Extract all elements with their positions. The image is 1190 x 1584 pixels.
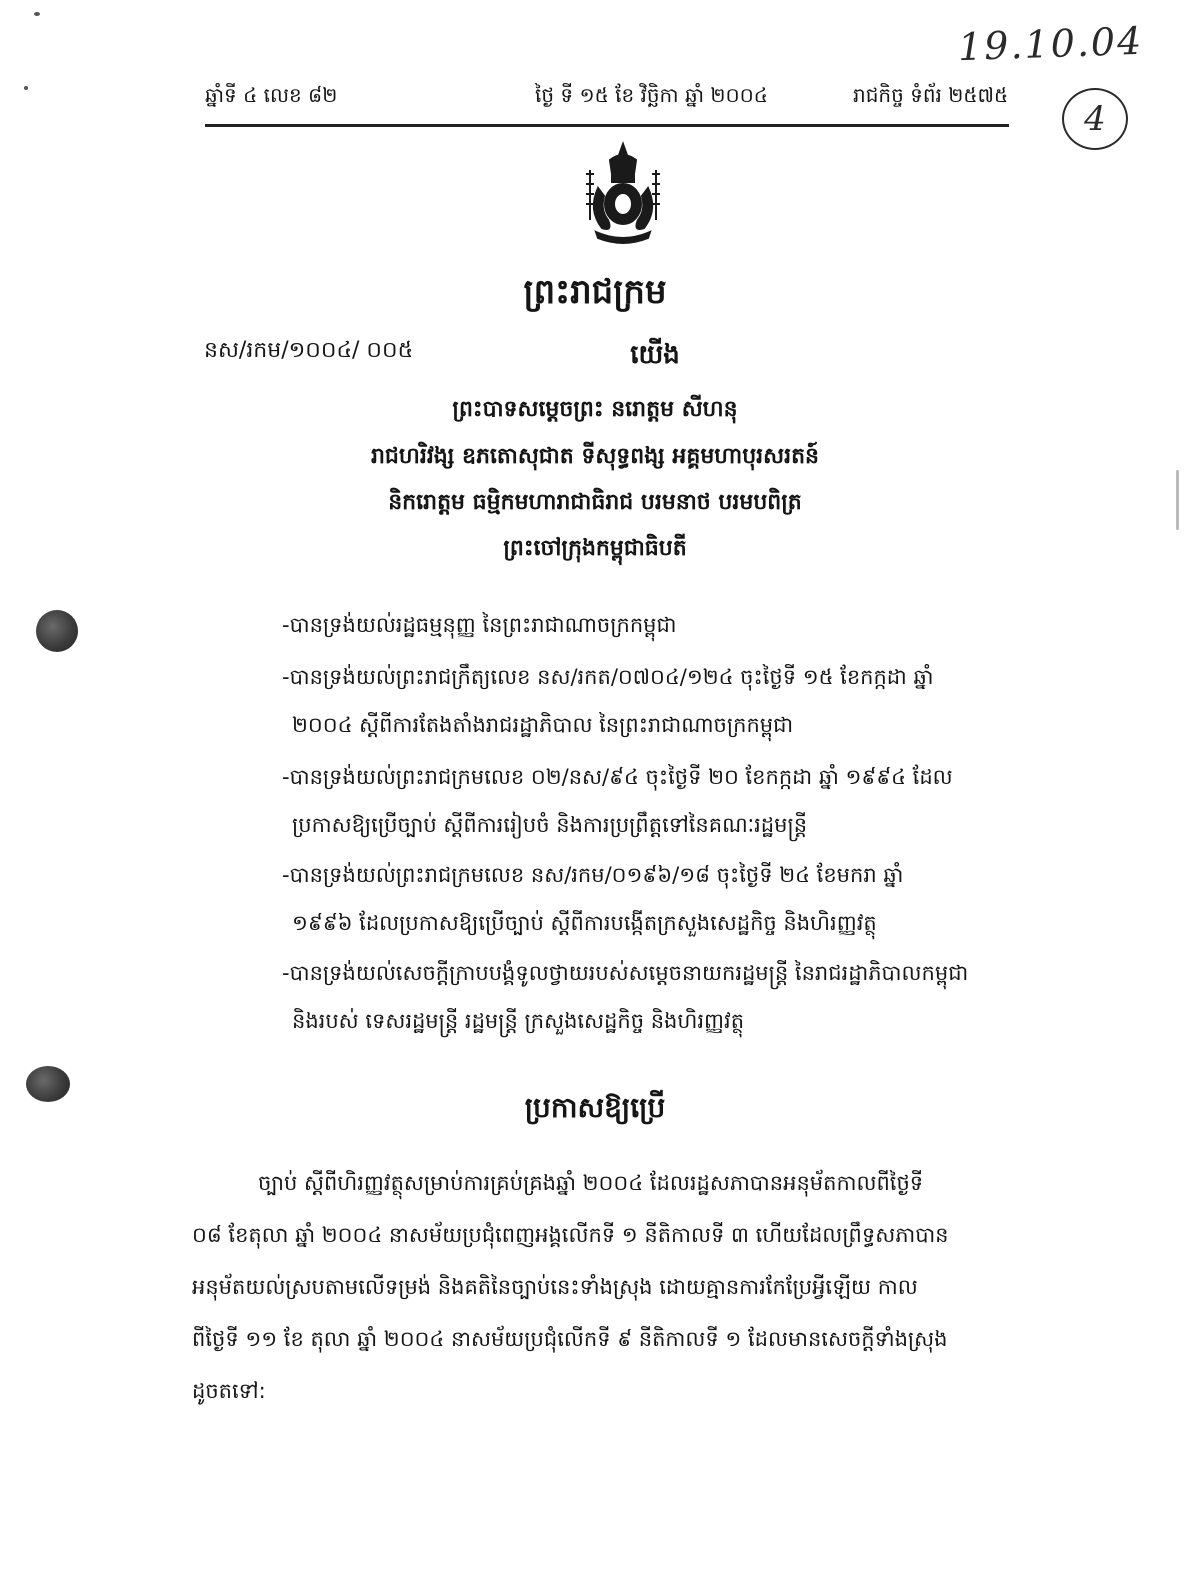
legal-reference-line: ២០០៤ ស្តីពីការតែងតាំងរាជរដ្ឋាភិបាល នៃព្រះរាជាណាចក្រកម្ពុជា bbox=[292, 713, 794, 737]
body-text-line: ០៨ ខែតុលា ឆ្នាំ ២០០៤ នាសម័យប្រជុំពេញអង្គលើកទី ១ នីតិកាលទី ៣ ហើយដែលព្រឹទ្ធសភាបាន bbox=[192, 1223, 949, 1247]
promulgate-heading: ប្រកាសឱ្យប្រើ bbox=[524, 1091, 666, 1124]
handwritten-date: 19.10.04 bbox=[957, 18, 1144, 70]
body-text-line: ច្បាប់ ស្តីពីហិរញ្ញវត្ថុសម្រាប់ការគ្រប់គ្រងឆ្នាំ ២០០៤ ដែលរដ្ឋសភាបានអនុម័តកាលពីថ្ងៃទី bbox=[258, 1171, 924, 1195]
header-rule bbox=[205, 124, 1009, 127]
gazette-header bbox=[205, 82, 1009, 118]
body-text-line: អនុម័តយល់ស្របតាមលើទម្រង់ និងគតិនៃច្បាប់នេះទាំងស្រុង ដោយគ្មានការកែប្រែអ្វីឡើយ កាល bbox=[192, 1275, 918, 1299]
legal-reference-line: -បានទ្រង់យល់ព្រះរាជក្រមលេខ ០២/នស/៩៤ ចុះថ្ងៃទី ២០ ខែកក្កដា ឆ្នាំ ១៩៩៤ ដែល bbox=[282, 765, 953, 789]
king-title-line: ព្រះចៅក្រុងកម្ពុជាធិបតី bbox=[503, 536, 687, 561]
legal-reference-line: ១៩៩៦ ដែលប្រកាសឱ្យប្រើច្បាប់ ស្តីពីការបង្កើតក្រសួងសេដ្ឋកិច្ច និងហិរញ្ញវត្ថុ bbox=[292, 911, 877, 935]
document-title: ព្រះរាជក្រម bbox=[523, 272, 667, 312]
body-text-line: ពីថ្ងៃទី ១១ ខែ តុលា ឆ្នាំ ២០០៤ នាសម័យប្រជុំលើកទី ៩ នីតិកាលទី ១ ដែលមានសេចក្តីទាំងស្រុង bbox=[192, 1327, 948, 1351]
legal-reference-line: -បានទ្រង់យល់ព្រះរាជក្រមលេខ នស/រកម/០១៩៦/១៨ ចុះថ្ងៃទី ២៤ ខែមករា ឆ្នាំ bbox=[282, 863, 904, 887]
legal-reference-line: និងរបស់ ទេសរដ្ឋមន្ត្រី រដ្ឋមន្ត្រី ក្រសួងសេដ្ឋកិច្ច និងហិរញ្ញវត្ថុ bbox=[292, 1009, 745, 1033]
legal-reference-line: -បានទ្រង់យល់រដ្ឋធម្មនុញ្ញ នៃព្រះរាជាណាចក្រកម្ពុជា bbox=[282, 613, 677, 637]
gazette-year-issue: ឆ្នាំទី ៤ លេខ ៨២ bbox=[205, 83, 338, 107]
king-title-line: និករោត្តម ធម្មិកមហារាជាធិរាជ បរមនាថ បរមបពិត្រ bbox=[388, 490, 802, 515]
legal-reference-line: -បានទ្រង់យល់ព្រះរាជក្រឹត្យលេខ នស/រកត/០៧០៤/១២៤ ចុះថ្ងៃទី ១៥ ខែកក្កដា ឆ្នាំ bbox=[282, 665, 934, 689]
king-title-line: រាជហរិវង្ស ឧភតោសុជាត ទីសុទ្ធពង្ស អគ្គមហាបុរសរតន៍ bbox=[370, 444, 820, 469]
scan-speck bbox=[34, 12, 40, 16]
scan-speck bbox=[24, 86, 28, 90]
gazette-date: ថ្ងៃ ទី ១៥ ខែ វិច្ឆិកា ឆ្នាំ ២០០៤ bbox=[535, 83, 768, 107]
punch-hole bbox=[26, 1066, 70, 1102]
handwritten-circled-number bbox=[1062, 88, 1128, 150]
legal-reference-line: ប្រកាសឱ្យប្រើច្បាប់ ស្តីពីការរៀបចំ និងការប្រព្រឹត្តទៅនៃគណៈរដ្ឋមន្ត្រី bbox=[292, 813, 808, 837]
gazette-page: រាជកិច្ច ទំព័រ ២៥៧៥ bbox=[853, 83, 1009, 107]
circled-number-text: 4 bbox=[1084, 99, 1106, 139]
we-heading: យើង bbox=[630, 340, 680, 370]
legal-reference-line: -បានទ្រង់យល់សេចក្តីក្រាបបង្គំទូលថ្វាយរបស់សម្តេចនាយករដ្ឋមន្ត្រី នៃរាជរដ្ឋាភិបាលកម្ពុជា bbox=[282, 961, 969, 985]
decree-reference-number: នស/រកម/១០០៤/ ០០៥ bbox=[204, 338, 414, 363]
royal-emblem-icon bbox=[568, 140, 678, 248]
punch-hole bbox=[36, 610, 78, 652]
body-text-line: ដូចតទៅ: bbox=[192, 1379, 266, 1403]
king-title-line: ព្រះបាទសម្តេចព្រះ នរោត្តម សីហនុ bbox=[452, 397, 738, 422]
